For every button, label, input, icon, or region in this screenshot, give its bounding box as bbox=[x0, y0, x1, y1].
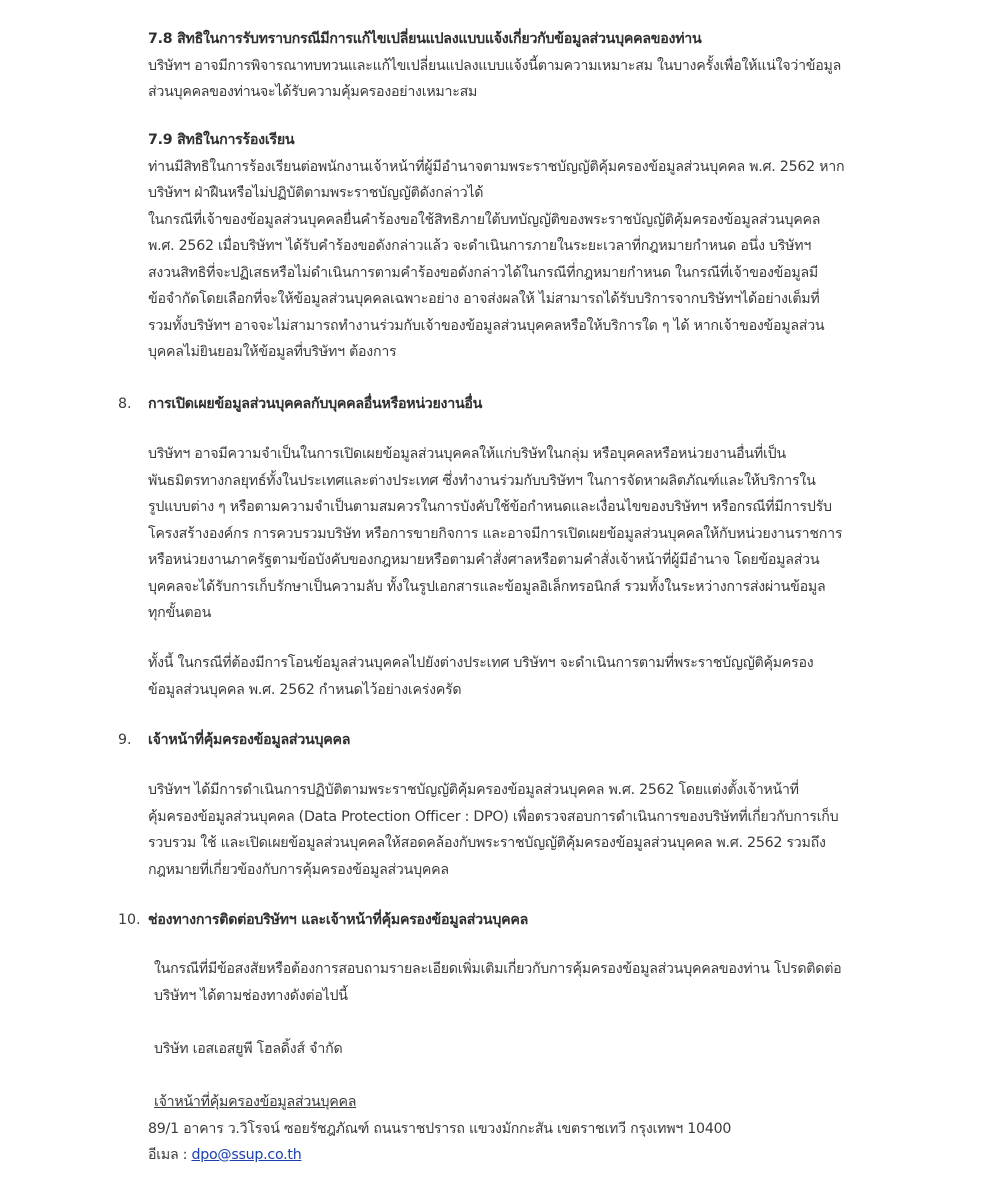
section-8-p1-line-7: ทุกขั้นตอน bbox=[148, 605, 212, 621]
section-10-line-2: บริษัทฯ ได้ตามช่องทางดังต่อไปนี้ bbox=[154, 987, 348, 1004]
section-7-8-title: 7.8 สิทธิในการรับทราบกรณีมีการแก้ไขเปลี่ยนแปลงแบบแจ้งเกี่ยวกับข้อมูลส่วนบุคคลของท่าน bbox=[148, 31, 702, 47]
section-7-9-line-2: บริษัทฯ ฝ่าฝืนหรือไม่ปฏิบัติตามพระราชบัญญัติดังกล่าวได้ bbox=[148, 185, 484, 201]
section-9-title: เจ้าหน้าที่คุ้มครองข้อมูลส่วนบุคคล bbox=[148, 732, 351, 748]
section-9-heading bbox=[118, 727, 350, 754]
section-7-9-title: 7.9 สิทธิในการร้องเรียน bbox=[148, 132, 295, 148]
section-7-9-line-1: ท่านมีสิทธิในการร้องเรียนต่อพนักงานเจ้าหน้าที่ผู้มีอำนาจตามพระราชบัญญัติคุ้มครองข้อมูลส่วนบุคคล พ.ศ. 2562 หาก bbox=[148, 158, 845, 175]
section-10-title: ช่องทางการติดต่อบริษัทฯ และเจ้าหน้าที่คุ้มครองข้อมูลส่วนบุคคล bbox=[148, 912, 529, 928]
section-8-p1-line-4: โครงสร้างองค์กร การควบรวมบริษัท หรือการขายกิจการ และอาจมีการเปิดเผยข้อมูลส่วนบุคคลให้กับหน่วยงานราชการ bbox=[148, 525, 843, 542]
section-7-9-line-5: สงวนสิทธิที่จะปฏิเสธหรือไม่ดำเนินการตามคำร้องขอดังกล่าวได้ในกรณีที่กฎหมายกำหนด ในกรณีที่เจ้าของข้อมูลมี bbox=[148, 264, 818, 281]
section-7-9 bbox=[148, 127, 888, 366]
section-7-9-line-7: รวมทั้งบริษัทฯ อาจจะไม่สามารถทำงานร่วมกับเจ้าของข้อมูลส่วนบุคคลหรือให้บริการใด ๆ ได้ หากเจ้าของข้อมูลส่วน bbox=[148, 317, 825, 334]
section-8-paragraph-1 bbox=[148, 441, 888, 627]
section-8-p2-line-1: ทั้งนี้ ในกรณีที่ต้องมีการโอนข้อมูลส่วนบุคคลไปยังต่างประเทศ บริษัทฯ จะดำเนินการตามที่พระราชบัญญัติคุ้มครอง bbox=[148, 655, 814, 671]
contact-block bbox=[148, 1089, 888, 1169]
dpo-label: เจ้าหน้าที่คุ้มครองข้อมูลส่วนบุคคล bbox=[154, 1094, 357, 1110]
section-7-9-line-3: ในกรณีที่เจ้าของข้อมูลส่วนบุคคลยื่นคำร้องขอใช้สิทธิภายใต้บทบัญญัติของพระราชบัญญัติคุ้มครองข้อมูลส่วนบุคคล bbox=[148, 211, 821, 228]
section-9-line-4: กฎหมายที่เกี่ยวข้องกับการคุ้มครองข้อมูลส่วนบุคคล bbox=[148, 861, 449, 878]
email-row bbox=[148, 1142, 888, 1169]
section-10-number: 10. bbox=[118, 912, 141, 928]
section-9-line-1: บริษัทฯ ได้มีการดำเนินการปฏิบัติตามพระราชบัญญัติคุ้มครองข้อมูลส่วนบุคคล พ.ศ. 2562 โดยแต่งตั้งเจ้าหน้าที่ bbox=[148, 782, 799, 798]
company-name-block bbox=[154, 1036, 894, 1063]
company-name: บริษัท เอสเอสยูพี โฮลดิ้งส์ จำกัด bbox=[154, 1041, 343, 1057]
section-10-paragraph bbox=[154, 956, 894, 1009]
section-7-8-line-1: บริษัทฯ อาจมีการพิจารณาทบทวนและแก้ไขเปลี่ยนแปลงแบบแจ้งนี้ตามความเหมาะสม ในบางครั้งเพื่อให้แน่ใจว่าข้อมูล bbox=[148, 57, 842, 74]
section-10-line-1: ในกรณีที่มีข้อสงสัยหรือต้องการสอบถามรายละเอียดเพิ่มเติมเกี่ยวกับการคุ้มครองข้อมูลส่วนบุคคลของท่าน โปรดติดต่อ bbox=[154, 961, 842, 977]
section-8-heading bbox=[118, 391, 482, 418]
section-9-line-3: รวบรวม ใช้ และเปิดเผยข้อมูลส่วนบุคคลให้สอดคล้องกับพระราชบัญญัติคุ้มครองข้อมูลส่วนบุคคล พ.ศ. 2562 รวมถึง bbox=[148, 835, 826, 851]
section-8-paragraph-2 bbox=[148, 650, 888, 703]
section-8-p1-line-1: บริษัทฯ อาจมีความจำเป็นในการเปิดเผยข้อมูลส่วนบุคคลให้แก่บริษัทในกลุ่ม หรือบุคคลหรือหน่วยงานอื่นที่เป็น bbox=[148, 446, 786, 462]
section-8-p1-line-5: หรือหน่วยงานภาครัฐตามข้อบังคับของกฎหมายหรือตามคำสั่งศาลหรือตามคำสั่งเจ้าหน้าที่ผู้มีอำนาจ โดยข้อมูลส่วน bbox=[148, 552, 820, 568]
email-link[interactable]: dpo@ssup.co.th bbox=[191, 1147, 302, 1163]
section-8-p1-line-3: รูปแบบต่าง ๆ หรือตามความจำเป็นตามสมควรในการบังคับใช้ข้อกำหนดและเงื่อนไขของบริษัทฯ หรือกรณีที่มีการปรับ bbox=[148, 499, 832, 515]
section-8-title: การเปิดเผยข้อมูลส่วนบุคคลกับบุคคลอื่นหรือหน่วยงานอื่น bbox=[148, 396, 483, 412]
email-label: อีเมล : bbox=[148, 1147, 192, 1163]
section-7-8-line-2: ส่วนบุคคลของท่านจะได้รับความคุ้มครองอย่างเหมาะสม bbox=[148, 84, 478, 100]
company-address: 89/1 อาคาร ว.วิโรจน์ ซอยรัชฎภัณฑ์ ถนนราชปรารถ แขวงมักกะสัน เขตราชเทวี กรุงเทพฯ 10400 bbox=[148, 1120, 732, 1137]
section-9-line-2: คุ้มครองข้อมูลส่วนบุคคล (Data Protection Officer : DPO) เพื่อตรวจสอบการดำเนินการของบริษัทที่เกี่ยวกับการเก็บ bbox=[148, 808, 839, 825]
section-7-8 bbox=[148, 26, 888, 106]
section-7-9-line-6: ข้อจำกัดโดยเลือกที่จะให้ข้อมูลส่วนบุคคลเฉพาะอย่าง อาจส่งผลให้ ไม่สามารถได้รับบริการจากบริษัทฯได้อย่างเต็มที่ bbox=[148, 291, 820, 307]
section-8-number: 8. bbox=[118, 396, 132, 412]
section-8-p1-line-6: บุคคลจะได้รับการเก็บรักษาเป็นความลับ ทั้งในรูปเอกสารและข้อมูลอิเล็กทรอนิกส์ รวมทั้งในระหว่างการส่งผ่านข้อมูล bbox=[148, 578, 826, 595]
section-10-heading bbox=[118, 907, 528, 934]
section-9-number: 9. bbox=[118, 732, 132, 748]
section-7-9-line-8: บุคคลไม่ยินยอมให้ข้อมูลที่บริษัทฯ ต้องการ bbox=[148, 344, 397, 360]
section-7-9-line-4: พ.ศ. 2562 เมื่อบริษัทฯ ได้รับคำร้องขอดังกล่าวแล้ว จะดำเนินการภายในระยะเวลาที่กฎหมายกำหนด อนึ่ง บริษัทฯ bbox=[148, 238, 812, 254]
section-8-p2-line-2: ข้อมูลส่วนบุคคล พ.ศ. 2562 กำหนดไว้อย่างเคร่งครัด bbox=[148, 681, 462, 698]
section-9-paragraph bbox=[148, 777, 888, 883]
section-8-p1-line-2: พันธมิตรทางกลยุทธ์ทั้งในประเทศและต่างประเทศ ซึ่งทำงานร่วมกับบริษัทฯ ในการจัดหาผลิตภัณฑ์และให้บริการใน bbox=[148, 472, 816, 489]
